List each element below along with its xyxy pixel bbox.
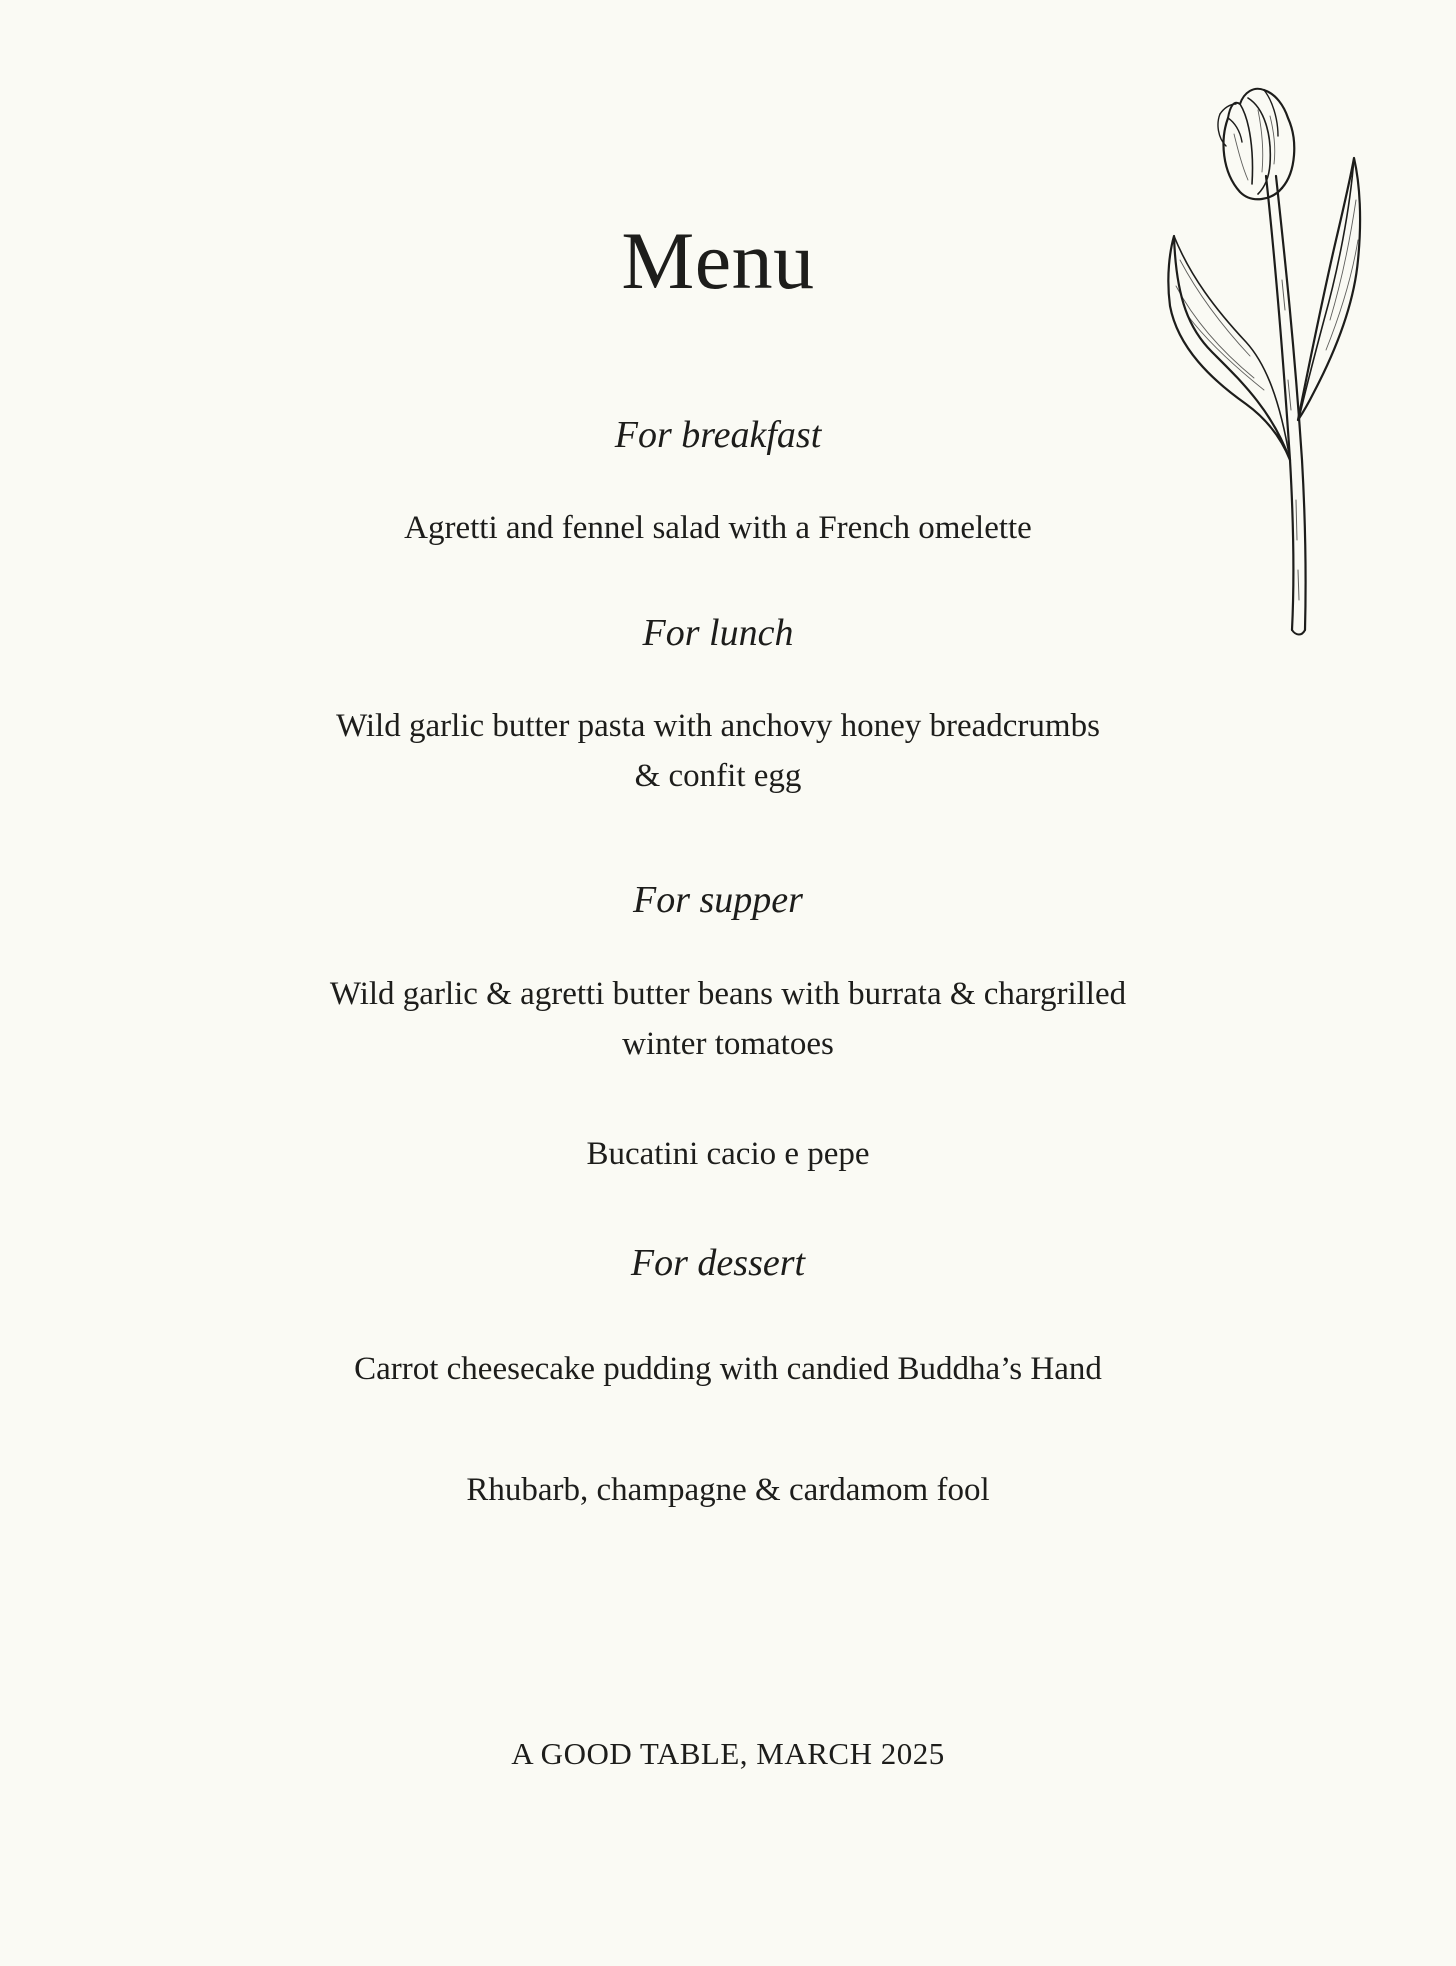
dish-item: Rhubarb, champagne & cardamom fool bbox=[466, 1472, 990, 1508]
section-heading-supper: For supper bbox=[633, 879, 803, 921]
dish-item: Agretti and fennel salad with a French omelette bbox=[404, 510, 1032, 546]
dish-item: Wild garlic & agretti butter beans with burrata & chargrilled bbox=[329, 976, 1127, 1012]
tulip-icon bbox=[1160, 80, 1380, 640]
dish-item: Carrot cheesecake pudding with candied Buddha’s Hand bbox=[354, 1351, 1102, 1387]
dish-item: Bucatini cacio e pepe bbox=[586, 1136, 870, 1172]
section-heading-breakfast: For breakfast bbox=[614, 414, 822, 456]
dish-item-continuation: & confit egg bbox=[634, 758, 802, 794]
section-heading-dessert: For dessert bbox=[630, 1242, 806, 1284]
dish-item-continuation: winter tomatoes bbox=[622, 1026, 834, 1062]
page-title: Menu bbox=[621, 215, 815, 306]
dish-item: Wild garlic butter pasta with anchovy honey breadcrumbs bbox=[336, 708, 1100, 744]
section-heading-lunch: For lunch bbox=[642, 612, 794, 654]
menu-footer: A GOOD TABLE, MARCH 2025 bbox=[511, 1736, 945, 1771]
